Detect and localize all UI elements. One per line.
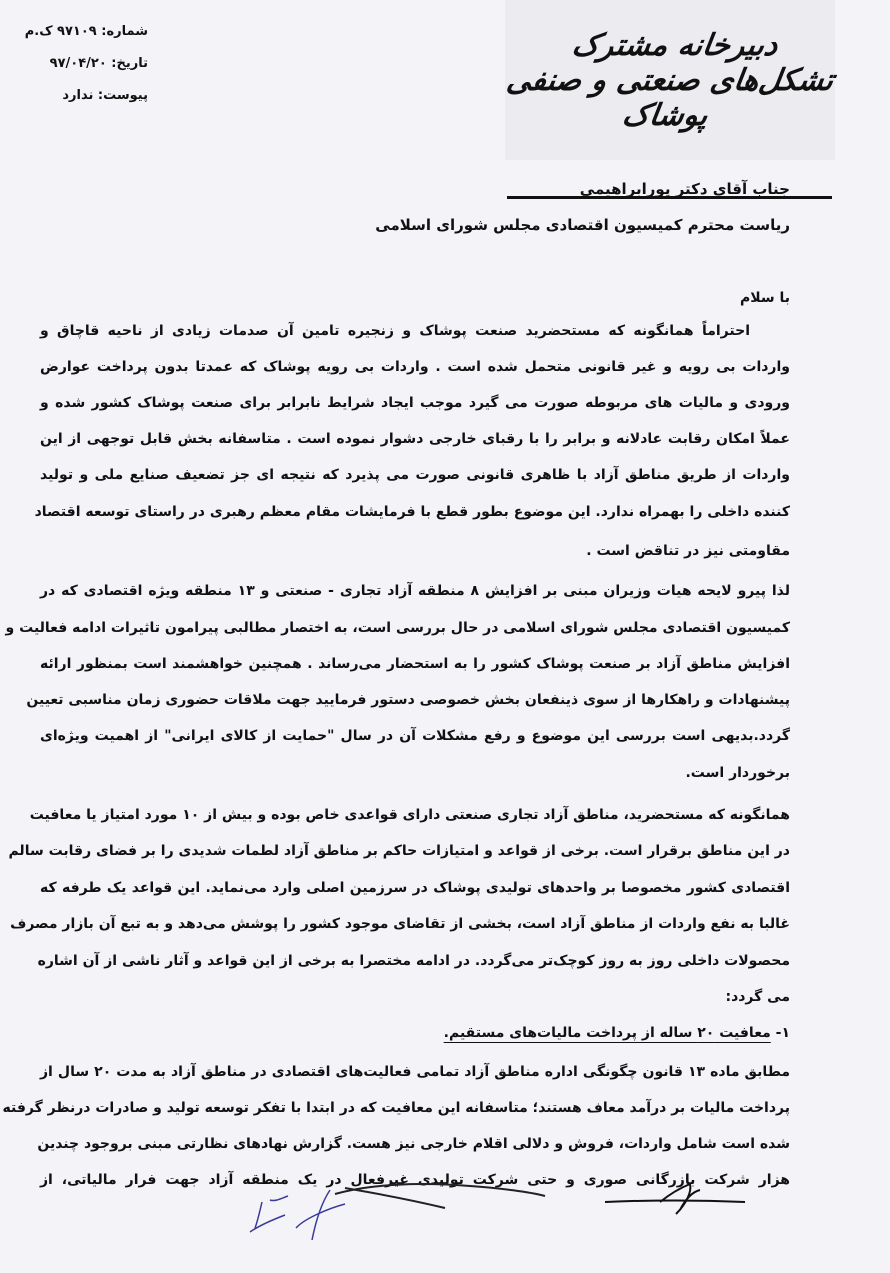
text-line: هزار شرکت بازرگانی صوری و حتی شرکت تولیدی غیرفعال در یک منطقه آزاد جهت فرار مالیاتی، از [40,1172,790,1188]
text-line: افزایش مناطق آزاد بر صنعت پوشاک کشور را به استحضار می‌رساند . همچنین خواهشمند است بمنظور ارائه [40,656,790,672]
text-line: در این مناطق برقرار است. برخی از قواعد و امتیازات حاکم بر مناطق آزاد لطمات شدیدی را بر فضای رقابت سالم [8,843,790,859]
text-line: کننده داخلی را بهمراه ندارد. این موضوع بطور قطع با فرمایشات مقام معظم رهبری در راستای توسعه اقتصاد [34,504,790,520]
text-line: همانگونه که مستحضرید، مناطق آزاد تجاری صنعتی دارای قواعدی خاص بوده و بیش از ۱۰ مورد امتیاز یا معافیت [29,807,790,823]
text-line: پرداخت مالیات بر درآمد معاف هستند؛ متاسفانه این معافیت که در ابتدا با تفکر توسعه تولید و صادرات درنظر گرفته [2,1100,790,1116]
text-line: مقاومتی نیز در تناقض است . [586,543,790,559]
letter-attachment: پیوست: ندارد [62,88,148,103]
recipient-name: جناب آقای دکتر پورابراهیمی [579,180,790,198]
text-line: اقتصادی کشور مخصوصا بر واحدهای تولیدی پوشاک در سرزمین اصلی وارد می‌نماید. این قواعد یک طرفه که [40,880,790,896]
text-line: مطابق ماده ۱۳ قانون چگونگی اداره مناطق آزاد تمامی فعالیت‌های اقتصادی در مناطق آزاد به مدت ۲۰ سال از [40,1064,790,1080]
text-line: واردات از طریق مناطق آزاد با ظاهری قانونی صورت می پذیرد که نتیجه ای جز تضعیف صنایع ملی و تولید [40,467,790,483]
item-title: معافیت ۲۰ ساله از پرداخت مالیات‌های مستقیم. [443,1025,771,1041]
text-line: غالبا به نفع واردات از مناطق آزاد است، بخشی از تقاضای موجود کشور را پوشش می‌دهد و به تبع آن بازار مصرف [10,916,790,932]
text-line: شده است شامل واردات، فروش و دلالی اقلام خارجی نیز هست. گزارش نهادهای نظارتی مبنی بروجود چندین [37,1136,790,1152]
text-line: گردد.بدیهی است بررسی این موضوع و رفع مشکلات آن در سال "حمایت از کالای ایرانی" از اهمیت ویژه‌ای [40,728,790,744]
signature-middle [335,1184,545,1208]
text-line: ورودی و مالیات های مربوطه صورت می گیرد موجب ایجاد شرایط نابرابر برای صنعت پوشاک کشور شده و [40,395,790,411]
item-number: ۱- [775,1025,790,1041]
text-line: پیشنهادات و راهکارها از سوی ذینفعان بخش خصوصی دستور فرمایید جهت ملاقات حضوری زمان مناسبی تعیین [26,692,790,708]
text-line: کمیسیون اقتصادی مجلس شورای اسلامی در حال بررسی است، به اختصار مطالبی پیرامون تاثیرات ادامه فعالیت و [5,620,790,636]
letter-number: شماره: ۹۷۱۰۹ ک.م [24,24,148,39]
greeting: با سلام [739,290,790,306]
text-line: عملاً امکان رقابت عادلانه و برابر را با رقبای خارجی دشوار نموده است . متاسفانه بخش قابل توجهی از این [40,431,790,447]
letterhead-logo: دبیرخانه مشترک تشکل‌های صنعتی و صنفی پوشاک [504,28,836,133]
signature-right [605,1184,745,1214]
signature-left [250,1190,345,1240]
text-line: محصولات داخلی روز به روز کوچک‌تر می‌گردد. در ادامه مختصرا به برخی از این قواعد و آثار ناشی از آن اشاره [37,953,790,969]
signatures [0,1180,890,1273]
item-1-heading [444,1025,790,1041]
text-line: لذا پیرو لایحه هیات وزیران مبنی بر افزایش ۸ منطقه آزاد تجاری - صنعتی و ۱۳ منطقه ویژه اقتصادی که در [40,583,791,599]
text-line: می گردد: [725,989,790,1005]
text-line: احتراماً همانگونه که مستحضرید صنعت پوشاک و زنجیره تامین آن صدمات زیادی از ناحیه قاچاق و [40,323,750,339]
recipient-title: ریاست محترم کمیسیون اقتصادی مجلس شورای اسلامی [375,216,790,234]
letter-date: تاریخ: ۹۷/۰۴/۲۰ [49,56,148,71]
text-line: برخوردار است. [685,765,790,781]
text-line: واردات بی رویه و غیر قانونی متحمل شده است . واردات بی رویه پوشاک که عمدتا بدون پرداخت عوارض [40,359,790,375]
